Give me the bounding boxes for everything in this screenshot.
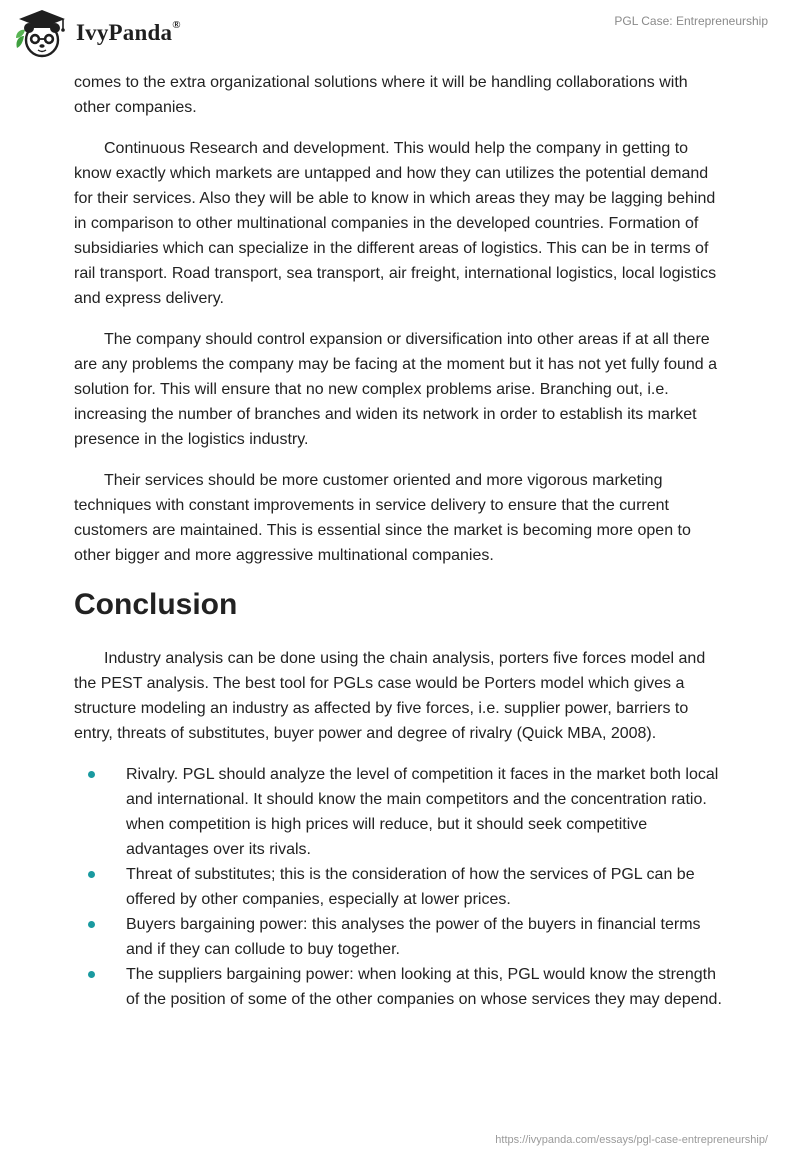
list-item [74, 912, 726, 962]
list-item-text: Threat of substitutes; this is the consideration of how the services of PGL can be offered by other companies, especially at lower prices. [126, 866, 695, 908]
bullet-dot-icon [88, 771, 95, 778]
brand-name: IvyPanda® [76, 19, 181, 45]
source-url-link[interactable]: https://ivypanda.com/essays/pgl-case-entrepreneurship/ [495, 1134, 768, 1146]
page-header [0, 0, 800, 66]
essay-content [74, 70, 726, 1012]
list-item [74, 862, 726, 912]
paragraph: Their services should be more customer oriented and more vigorous marketing techniques with constant improvements in service delivery to ensure that the current customers are maintained. This is essential since the market is becoming more open to other bigger and more aggressive multinational companies. [74, 472, 691, 564]
ivypanda-logo[interactable] [14, 8, 181, 58]
list-item-text: The suppliers bargaining power: when looking at this, PGL would know the strength of the position of some of the other companies on whose services they may depend. [126, 966, 722, 1008]
list-item-text: Rivalry. PGL should analyze the level of competition it faces in the market both local and international. It should know the main competitors and the concentration ratio. when competition is high prices will reduce, but it should seek competitive advantages over its rivals. [126, 766, 719, 858]
bullet-dot-icon [88, 971, 95, 978]
document-title: PGL Case: Entrepreneurship [614, 14, 768, 28]
list-item-text: Buyers bargaining power: this analyses the power of the buyers in financial terms and if they can collude to buy together. [126, 916, 701, 958]
bullet-list [74, 762, 726, 1012]
section-heading-conclusion: Conclusion [74, 588, 238, 621]
panda-graduate-icon [14, 8, 70, 58]
paragraph: Continuous Research and development. This would help the company in getting to know exactly which markets are untapped and how they can utilizes the potential demand for their services. Also they will be able to know in which areas they may be lagging behind in comparison to other multinational companies in the developed countries. Formation of subsidiaries which can specialize in the different areas of logistics. This can be in terms of rail transport. Road transport, sea transport, air freight, international logistics, local logistics and express delivery. [74, 140, 717, 307]
bullet-dot-icon [88, 921, 95, 928]
paragraph: Industry analysis can be done using the chain analysis, porters five forces model and the PEST analysis. The best tool for PGLs case would be Porters model which gives a structure modeling an industry as affected by five forces, i.e. supplier power, barriers to entry, threats of substitutes, buyer power and degree of rivalry (Quick MBA, 2008). [74, 650, 706, 742]
paragraph: The company should control expansion or diversification into other areas if at all there are any problems the company may be facing at the moment but it has not yet fully found a solution for. This will ensure that no new complex problems arise. Branching out, i.e. increasing the number of branches and widen its network in order to establish its market presence in the logistics industry. [74, 331, 718, 448]
list-item [74, 762, 726, 862]
list-item [74, 962, 726, 1012]
bullet-dot-icon [88, 871, 95, 878]
paragraph: comes to the extra organizational solutions where it will be handling collaborations with other companies. [74, 74, 688, 116]
